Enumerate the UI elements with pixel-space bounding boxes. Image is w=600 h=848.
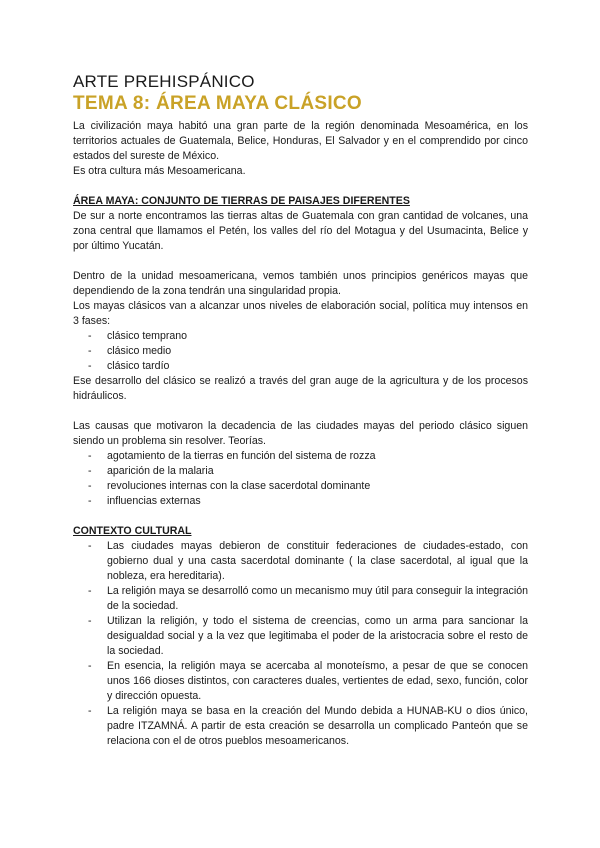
list-item: - clásico tardío (73, 359, 528, 374)
area-paragraph-decline: Las causas que motivaron la decadencia de las ciudades mayas del periodo clásico siguen siendo un problema sin resolver. Teorías. (73, 420, 528, 447)
list-item: - La religión maya se desarrolló como un mecanismo muy útil para conseguir la integración de la sociedad. (73, 584, 528, 614)
theories-list (73, 449, 528, 509)
section-heading-area-maya: ÁREA MAYA: CONJUNTO DE TIERRAS DE PAISAJES DIFERENTES (73, 195, 410, 207)
list-item: - clásico temprano (73, 329, 528, 344)
list-item: - revoluciones internas con la clase sacerdotal dominante (73, 479, 528, 494)
intro-paragraph: La civilización maya habitó una gran parte de la región denominada Mesoamérica, en los territorios actuales de Guatemala, Belice, Honduras, El Salvador y en el comprendido por cinco estados del sureste de México. (73, 120, 528, 162)
list-item: - La religión maya se basa en la creación del Mundo debida a HUNAB-KU o dios único, padre ITZAMNÁ. A partir de esta creación se desarrolla un complicado Panteón que se relaciona con el de otros pueblos mesoamericanos. (73, 704, 528, 749)
subject-heading: ARTE PREHISPÁNICO (73, 72, 255, 91)
list-item: - influencias externas (73, 494, 528, 509)
context-list (73, 539, 528, 749)
phases-list (73, 329, 528, 374)
list-item: - aparición de la malaria (73, 464, 528, 479)
list-item: - clásico medio (73, 344, 528, 359)
area-paragraph-development: Ese desarrollo del clásico se realizó a través del gran auge de la agricultura y de los procesos hidráulicos. (73, 375, 528, 402)
intro-note: Es otra cultura más Mesoamericana. (73, 165, 246, 177)
section-heading-context: CONTEXTO CULTURAL (73, 525, 192, 537)
list-item: - Utilizan la religión, y todo el sistema de creencias, como un arma para sancionar la desigualdad social y a la vez que legitimaba el poder de la aristocracia sobre el resto de la sociedad. (73, 614, 528, 659)
area-paragraph-unity: Dentro de la unidad mesoamericana, vemos también unos principios genéricos mayas que dependiendo de la zona tendrán una singularidad propia. (73, 270, 528, 297)
area-paragraph-phases: Los mayas clásicos van a alcanzar unos niveles de elaboración social, política muy intensos en 3 fases: (73, 300, 528, 327)
area-paragraph-geography: De sur a norte encontramos las tierras altas de Guatemala con gran cantidad de volcanes, una zona central que llamamos el Petén, los valles del río del Motagua y del Usumacinta, Belice y por último Yucatán. (73, 210, 528, 252)
list-item: - En esencia, la religión maya se acercaba al monoteísmo, a pesar de que se conocen unos 166 dioses distintos, con caracteres duales, vertientes de edad, sexo, función, color y dirección opuesta. (73, 659, 528, 704)
list-item: - agotamiento de la tierras en función del sistema de rozza (73, 449, 528, 464)
list-item: - Las ciudades mayas debieron de constituir federaciones de ciudades-estado, con gobierno dual y una casta sacerdotal dominante ( la clase sacerdotal, al igual que la nobleza, era hereditaria). (73, 539, 528, 584)
page-title: TEMA 8: ÁREA MAYA CLÁSICO (73, 93, 363, 114)
